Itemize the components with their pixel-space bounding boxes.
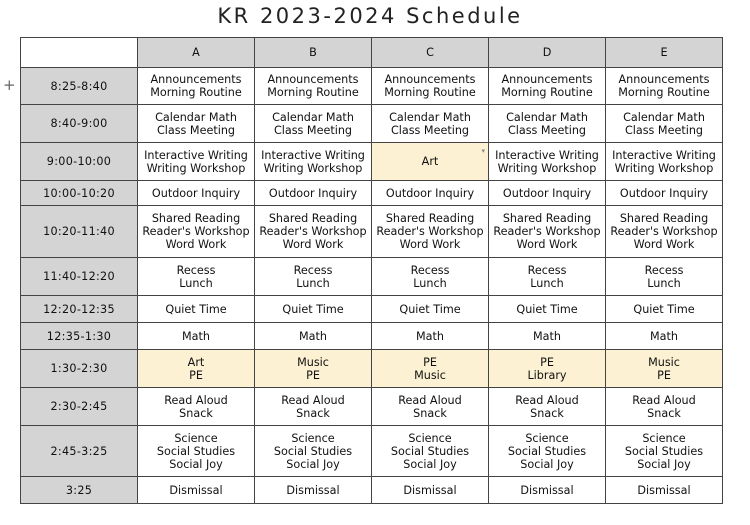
activity-label: Dismissal: [286, 483, 340, 497]
schedule-cell[interactable]: [606, 388, 723, 426]
time-slot-cell[interactable]: 11:40-12:20: [21, 258, 138, 296]
activity-label: Writing Workshop: [146, 161, 246, 175]
schedule-cell[interactable]: [255, 206, 372, 258]
time-slot-cell[interactable]: 1:30-2:30: [21, 350, 138, 388]
activity-label: Music: [648, 355, 680, 369]
activity-label: Morning Routine: [150, 86, 242, 99]
activity-label: Dismissal: [520, 483, 574, 497]
activity-label: Reader's Workshop: [142, 225, 250, 238]
activity-label: Read Aloud: [632, 393, 696, 407]
column-header-b[interactable]: B: [255, 38, 372, 68]
page-title: KR 2023-2024 Schedule: [217, 4, 523, 28]
activity-label: Outdoor Inquiry: [502, 186, 592, 200]
activity-label: Writing Workshop: [263, 161, 363, 175]
activity-label: Music: [414, 368, 446, 382]
activity-label: Calendar Math: [272, 110, 354, 124]
corner-cell[interactable]: [21, 38, 138, 68]
activity-label: Social Joy: [520, 457, 574, 471]
table-row: [21, 105, 723, 143]
table-row: [21, 477, 723, 504]
activity-label: Math: [650, 329, 678, 343]
table-row: [21, 296, 723, 323]
activity-label: Class Meeting: [624, 123, 704, 137]
schedule-cell[interactable]: [606, 143, 723, 181]
activity-label: Math: [533, 329, 561, 343]
time-slot-cell[interactable]: 10:20-11:40: [21, 206, 138, 258]
schedule-cell[interactable]: [489, 350, 606, 388]
dropdown-arrow-icon[interactable]: ▾: [481, 147, 485, 155]
activity-label: Shared Reading: [151, 212, 241, 225]
column-header-c[interactable]: C: [372, 38, 489, 68]
activity-label: PE: [540, 355, 554, 369]
activity-label: Snack: [530, 406, 564, 420]
activity-label: Math: [182, 329, 210, 343]
activity-label: Interactive Writing: [495, 148, 599, 162]
schedule-cell[interactable]: [138, 477, 255, 504]
schedule-cell[interactable]: [489, 388, 606, 426]
activity-label: Recess: [176, 263, 216, 277]
activity-label: Social Studies: [273, 444, 353, 458]
activity-label: Snack: [296, 406, 330, 420]
schedule-cell[interactable]: [255, 388, 372, 426]
table-row: [21, 181, 723, 206]
schedule-cell[interactable]: [255, 350, 372, 388]
activity-label: Shared Reading: [619, 212, 709, 225]
activity-label: Class Meeting: [507, 123, 587, 137]
activity-label: Science: [642, 431, 686, 445]
activity-label: Announcements: [618, 73, 710, 86]
time-slot-cell[interactable]: 12:20-12:35: [21, 296, 138, 323]
activity-label: PE: [306, 368, 320, 382]
activity-label: Writing Workshop: [614, 161, 714, 175]
activity-label: Calendar Math: [155, 110, 237, 124]
table-row: [21, 426, 723, 477]
activity-label: Social Joy: [637, 457, 691, 471]
table-row: [21, 258, 723, 296]
activity-label: Social Studies: [390, 444, 470, 458]
activity-label: Reader's Workshop: [493, 225, 601, 238]
schedule-cell[interactable]: [489, 143, 606, 181]
schedule-cell[interactable]: [606, 105, 723, 143]
activity-label: Interactive Writing: [612, 148, 716, 162]
schedule-cell[interactable]: [372, 477, 489, 504]
table-row: [21, 323, 723, 350]
activity-label: Shared Reading: [385, 212, 475, 225]
schedule-cell[interactable]: [138, 388, 255, 426]
activity-label: Recess: [644, 263, 684, 277]
schedule-cell[interactable]: [255, 143, 372, 181]
schedule-cell[interactable]: [372, 143, 489, 181]
schedule-cell[interactable]: [489, 206, 606, 258]
schedule-cell[interactable]: [489, 68, 606, 105]
header-row: [21, 38, 723, 68]
schedule-cell[interactable]: [138, 350, 255, 388]
activity-label: Outdoor Inquiry: [151, 186, 241, 200]
schedule-cell[interactable]: [138, 206, 255, 258]
activity-label: Interactive Writing: [144, 148, 248, 162]
activity-label: Writing Workshop: [497, 161, 597, 175]
schedule-cell[interactable]: [489, 258, 606, 296]
table-row: [21, 388, 723, 426]
schedule-cell[interactable]: [606, 426, 723, 477]
schedule-cell[interactable]: [138, 105, 255, 143]
activity-label: Announcements: [384, 73, 476, 86]
activity-label: Shared Reading: [268, 212, 358, 225]
activity-label: PE: [189, 368, 203, 382]
schedule-cell[interactable]: [372, 258, 489, 296]
activity-label: Morning Routine: [267, 86, 359, 99]
time-slot-cell[interactable]: 2:45-3:25: [21, 426, 138, 477]
schedule-cell[interactable]: [489, 323, 606, 350]
plus-icon[interactable]: +: [3, 76, 16, 94]
activity-label: Read Aloud: [164, 393, 228, 407]
activity-label: Outdoor Inquiry: [619, 186, 709, 200]
activity-label: Social Studies: [507, 444, 587, 458]
activity-label: Morning Routine: [384, 86, 476, 99]
activity-label: Lunch: [179, 276, 213, 290]
activity-label: Lunch: [296, 276, 330, 290]
activity-label: Quiet Time: [633, 302, 695, 316]
schedule-table: [20, 37, 723, 504]
time-slot-cell[interactable]: 8:25-8:40: [21, 68, 138, 105]
time-slot-cell[interactable]: 12:35-1:30: [21, 323, 138, 350]
schedule-cell[interactable]: [489, 105, 606, 143]
activity-label: Read Aloud: [515, 393, 579, 407]
activity-label: Social Joy: [403, 457, 457, 471]
activity-label: Announcements: [150, 73, 242, 86]
table-row: [21, 350, 723, 388]
activity-label: Dismissal: [637, 483, 691, 497]
activity-label: Outdoor Inquiry: [385, 186, 475, 200]
schedule-cell[interactable]: [372, 105, 489, 143]
activity-label: Shared Reading: [502, 212, 592, 225]
schedule-cell[interactable]: [372, 350, 489, 388]
activity-label: Class Meeting: [390, 123, 470, 137]
activity-label: Word Work: [516, 238, 578, 251]
schedule-cell[interactable]: [255, 477, 372, 504]
activity-label: Class Meeting: [273, 123, 353, 137]
schedule-cell[interactable]: [606, 258, 723, 296]
activity-label: Social Studies: [624, 444, 704, 458]
activity-label: Morning Routine: [618, 86, 710, 99]
activity-label: Recess: [293, 263, 333, 277]
activity-label: Word Work: [282, 238, 344, 251]
activity-label: Science: [408, 431, 452, 445]
activity-label: Art: [421, 155, 439, 168]
time-slot-cell[interactable]: 3:25: [21, 477, 138, 504]
table-row: [21, 206, 723, 258]
activity-label: Snack: [647, 406, 681, 420]
schedule-cell[interactable]: [138, 68, 255, 105]
activity-label: Class Meeting: [156, 123, 236, 137]
activity-label: Quiet Time: [282, 302, 344, 316]
table-row: [21, 143, 723, 181]
table-row: [21, 68, 723, 105]
schedule-cell[interactable]: [489, 296, 606, 323]
schedule-cell[interactable]: [372, 388, 489, 426]
schedule-cell[interactable]: [255, 105, 372, 143]
schedule-body: [21, 68, 723, 504]
activity-label: Word Work: [633, 238, 695, 251]
activity-label: Library: [527, 368, 567, 382]
schedule-cell[interactable]: [372, 323, 489, 350]
activity-label: Science: [525, 431, 569, 445]
schedule-cell[interactable]: [138, 296, 255, 323]
activity-label: Read Aloud: [398, 393, 462, 407]
schedule-cell[interactable]: [255, 181, 372, 206]
activity-label: Science: [291, 431, 335, 445]
schedule-cell[interactable]: [138, 143, 255, 181]
activity-label: Reader's Workshop: [259, 225, 367, 238]
schedule-cell[interactable]: [255, 426, 372, 477]
column-header-e[interactable]: E: [606, 38, 723, 68]
schedule-cell[interactable]: [255, 68, 372, 105]
activity-label: Announcements: [501, 73, 593, 86]
schedule-cell[interactable]: [606, 323, 723, 350]
activity-label: Outdoor Inquiry: [268, 186, 358, 200]
activity-label: Calendar Math: [389, 110, 471, 124]
column-header-d[interactable]: D: [489, 38, 606, 68]
activity-label: Social Joy: [169, 457, 223, 471]
activity-label: Snack: [179, 406, 213, 420]
activity-label: Announcements: [267, 73, 359, 86]
schedule-cell[interactable]: [606, 296, 723, 323]
activity-label: Calendar Math: [623, 110, 705, 124]
activity-label: Math: [299, 329, 327, 343]
schedule-cell[interactable]: [372, 206, 489, 258]
activity-label: Recess: [527, 263, 567, 277]
schedule-cell[interactable]: [372, 181, 489, 206]
schedule-cell[interactable]: [138, 258, 255, 296]
schedule-cell[interactable]: [489, 477, 606, 504]
schedule-cell[interactable]: [138, 323, 255, 350]
schedule-cell[interactable]: [489, 426, 606, 477]
schedule-cell[interactable]: [489, 181, 606, 206]
schedule-cell[interactable]: [255, 258, 372, 296]
schedule-cell[interactable]: [606, 206, 723, 258]
activity-label: PE: [423, 355, 437, 369]
activity-label: Snack: [413, 406, 447, 420]
column-header-a[interactable]: A: [138, 38, 255, 68]
activity-label: Lunch: [530, 276, 564, 290]
activity-label: Lunch: [413, 276, 447, 290]
activity-label: Math: [416, 329, 444, 343]
time-slot-cell[interactable]: 8:40-9:00: [21, 105, 138, 143]
activity-label: Word Work: [165, 238, 227, 251]
activity-label: PE: [657, 368, 671, 382]
activity-label: Dismissal: [403, 483, 457, 497]
activity-label: Word Work: [399, 238, 461, 251]
activity-label: Reader's Workshop: [376, 225, 484, 238]
activity-label: Quiet Time: [516, 302, 578, 316]
activity-label: Art: [187, 355, 205, 369]
time-slot-cell[interactable]: 10:00-10:20: [21, 181, 138, 206]
schedule-cell[interactable]: [372, 68, 489, 105]
schedule-cell[interactable]: [372, 426, 489, 477]
schedule-cell[interactable]: [255, 296, 372, 323]
activity-label: Social Studies: [156, 444, 236, 458]
activity-label: Quiet Time: [399, 302, 461, 316]
time-slot-cell[interactable]: 9:00-10:00: [21, 143, 138, 181]
activity-label: Science: [174, 431, 218, 445]
schedule-cell[interactable]: [606, 68, 723, 105]
schedule-cell[interactable]: [255, 323, 372, 350]
schedule-cell[interactable]: [606, 477, 723, 504]
activity-label: Interactive Writing: [261, 148, 365, 162]
schedule-cell[interactable]: [606, 350, 723, 388]
activity-label: Social Joy: [286, 457, 340, 471]
schedule-cell[interactable]: [372, 296, 489, 323]
time-slot-cell[interactable]: 2:30-2:45: [21, 388, 138, 426]
activity-label: Calendar Math: [506, 110, 588, 124]
schedule-cell[interactable]: [606, 181, 723, 206]
activity-label: Recess: [410, 263, 450, 277]
activity-label: Read Aloud: [281, 393, 345, 407]
activity-label: Quiet Time: [165, 302, 227, 316]
schedule-cell[interactable]: [138, 181, 255, 206]
activity-label: Dismissal: [169, 483, 223, 497]
activity-label: Morning Routine: [501, 86, 593, 99]
activity-label: Music: [297, 355, 329, 369]
activity-label: Reader's Workshop: [610, 225, 718, 238]
schedule-cell[interactable]: [138, 426, 255, 477]
activity-label: Lunch: [647, 276, 681, 290]
